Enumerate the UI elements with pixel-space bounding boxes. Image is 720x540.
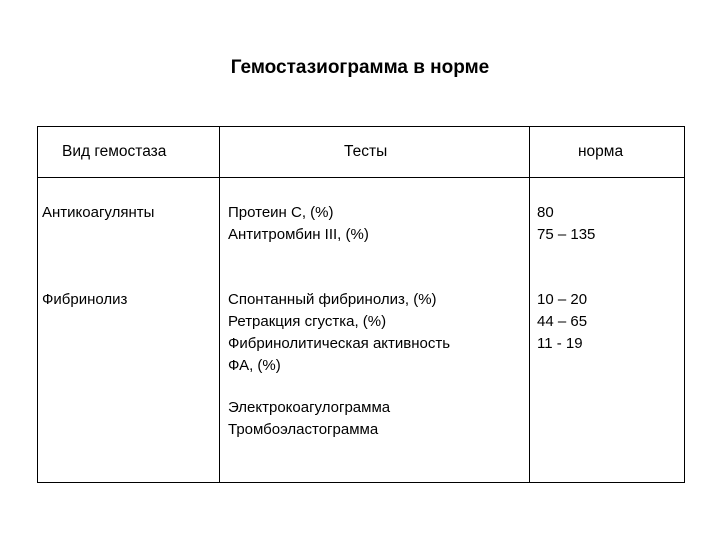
test-item: ФА, (%) xyxy=(228,357,281,374)
test-item: Тромбоэластограмма xyxy=(228,421,379,438)
norm-value: 44 – 65 xyxy=(537,313,588,330)
page-title: Гемостазиограмма в норме xyxy=(230,57,490,78)
row-type-fibrinolysis: Фибринолиз xyxy=(42,291,128,308)
test-item: Электрокоагулограмма xyxy=(228,399,391,416)
row-type-anticoagulants: Антикоагулянты xyxy=(42,204,155,221)
test-item: Антитромбин III, (%) xyxy=(228,226,369,243)
norm-value: 75 – 135 xyxy=(537,226,596,243)
row-tests-anticoagulants xyxy=(228,202,369,246)
norm-value: 80 xyxy=(537,204,554,221)
column-divider xyxy=(529,127,530,482)
norm-value: 10 – 20 xyxy=(537,291,588,308)
test-item: Протеин С, (%) xyxy=(228,204,334,221)
test-item: Фибринолитическая активность xyxy=(228,335,451,352)
hemostasis-table xyxy=(37,126,685,483)
row-tests-fibrinolysis xyxy=(228,289,450,377)
column-divider xyxy=(219,127,220,482)
header-divider xyxy=(38,177,684,178)
header-type: Вид гемостаза xyxy=(62,143,167,160)
header-norm: норма xyxy=(578,143,624,160)
norm-value: 11 - 19 xyxy=(537,335,583,352)
row-norms-anticoagulants xyxy=(537,202,595,246)
row-norms-fibrinolysis xyxy=(537,289,587,355)
test-item: Ретракция сгустка, (%) xyxy=(228,313,387,330)
extra-tests xyxy=(228,397,390,441)
test-item: Спонтанный фибринолиз, (%) xyxy=(228,291,437,308)
header-tests: Тесты xyxy=(344,143,388,160)
